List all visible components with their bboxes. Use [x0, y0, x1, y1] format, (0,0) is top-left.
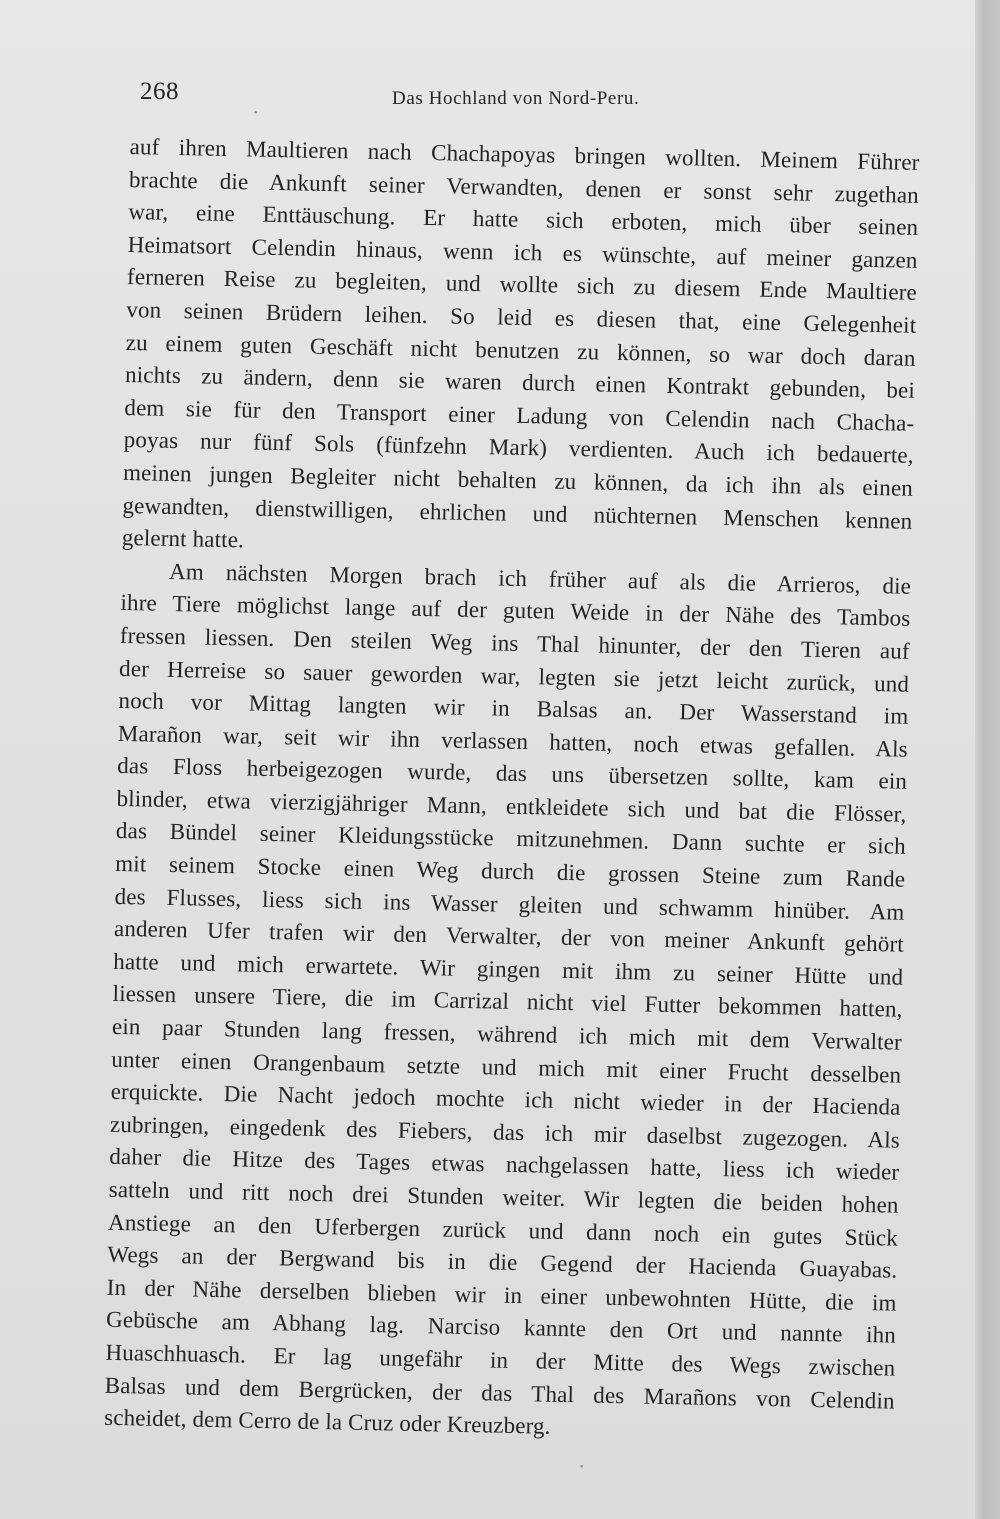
text-line: unter einen Orangenbaum setzte und mich mit einer Frucht desselben — [111, 1046, 902, 1088]
text-line: Marañon war, seit wir ihn verlassen hatten, noch etwas gefallen. Als — [117, 720, 909, 762]
text-line: brachte die Ankunft seiner Verwandten, denen er sonst sehr zugethan — [128, 166, 920, 208]
text-line: der Herreise so sauer geworden war, legten sie jetzt leicht zurück, und — [118, 655, 910, 697]
text-line: Am nächsten Morgen brach ich früher auf als die Arrieros, die — [168, 558, 912, 599]
page-edge-shadow — [975, 0, 1000, 1519]
text-line: zubringen, eingedenk des Fiebers, das ich mir daselbst zugezogen. Als — [109, 1111, 901, 1153]
text-line: das Floss herbeigezogen wurde, das uns übersetzen sollte, kam ein — [117, 753, 908, 795]
text-line: dem sie für den Transport einer Ladung von Celendin nach Chacha- — [124, 394, 915, 436]
text-line: scheidet, dem Cerro de la Cruz oder Kreuzberg. — [103, 1404, 551, 1439]
text-line: von seinen Brüdern leihen. So leid es diesen that, eine Gelegenheit — [126, 296, 917, 338]
text-line: Huaschhuasch. Er lag ungefähr in der Mitte des Wegs zwischen — [105, 1339, 896, 1381]
text-line: hatte und mich erwartete. Wir gingen mit ihm zu seiner Hütte und — [113, 948, 904, 990]
running-title: Das Hochland von Nord-Peru. — [392, 88, 640, 109]
text-line: zu einem guten Geschäft nicht benutzen zu können, so war doch daran — [125, 329, 916, 371]
text-line: ein paar Stunden lang fressen, während ich mich mit dem Verwalter — [111, 1013, 903, 1055]
text-line: des Flusses, liess sich ins Wasser gleiten und schwamm hinüber. Am — [114, 883, 905, 925]
text-line: noch vor Mittag langten wir in Balsas an. Der Wasserstand im — [118, 687, 909, 729]
text-line: auf ihren Maultieren nach Chachapoyas bringen wollten. Meinem Führer — [129, 133, 920, 175]
text-line: das Bündel seiner Kleidungsstücke mitzunehmen. Dann suchte er sich — [115, 818, 907, 860]
text-line: erquickte. Die Nacht jedoch mochte ich nicht wieder in der Hacienda — [110, 1079, 901, 1120]
body-text — [104, 131, 920, 1450]
text-line: fressen liessen. Den steilen Weg ins Thal hinunter, der den Tieren auf — [119, 622, 910, 664]
text-line: poyas nur fünf Sols (fünfzehn Mark) verdienten. Auch ich bedauerte, — [123, 427, 914, 469]
text-line: gelernt hatte. — [121, 525, 245, 553]
text-line: ferneren Reise zu begleiten, und wollte sich zu diesem Ende Maultiere — [126, 264, 918, 306]
text-line: meinen jungen Begleiter nicht behalten zu können, da ich ihn als einen — [122, 459, 914, 501]
text-line: blinder, etwa vierzigjähriger Mann, entkleidete sich und bat die Flösser, — [116, 785, 907, 827]
text-line: gewandten, dienstwilligen, ehrlichen und nüchternen Menschen kennen — [122, 492, 913, 534]
paragraph-2 — [104, 555, 912, 1451]
text-line: mit seinem Stocke einen Weg durch die grossen Steine zum Rande — [115, 850, 906, 892]
text-line: In der Nähe derselben blieben wir in einer unbewohnten Hütte, die im — [106, 1274, 897, 1316]
running-head — [140, 78, 930, 114]
text-line: Anstiege an den Uferbergen zurück und dann noch ein gutes Stück — [107, 1209, 899, 1251]
text-line: satteln und ritt noch drei Stunden weiter. Wir legten die beiden hohen — [108, 1176, 899, 1218]
text-line: Balsas und dem Bergrücken, der das Thal des Marañons von Celendin — [104, 1372, 895, 1414]
text-line: Heimatsort Celendin hinaus, wenn ich es wünschte, auf meiner ganzen — [127, 231, 918, 273]
text-line: war, eine Enttäuschung. Er hatte sich erboten, mich über seinen — [128, 199, 919, 241]
text-line: nichts zu ändern, denn sie waren durch einen Kontrakt gebunden, bei — [124, 362, 916, 403]
text-line: Gebüsche am Abhang lag. Narciso kannte den Ort und nannte ihn — [105, 1307, 897, 1348]
text-line: ihre Tiere möglichst lange auf der guten Weide in der Nähe des Tambos — [120, 590, 911, 632]
print-speck: • — [254, 108, 258, 119]
text-line: daher die Hitze des Tages etwas nachgelassen hatte, liess ich wieder — [109, 1144, 900, 1186]
text-line: Wegs an der Bergwand bis in die Gegend der Hacienda Guayabas. — [107, 1241, 898, 1283]
print-speck: • — [580, 1462, 584, 1473]
paragraph-1 — [121, 131, 919, 570]
text-line: anderen Ufer trafen wir den Verwalter, der von meiner Ankunft gehört — [113, 916, 905, 957]
page-number: 268 — [140, 78, 179, 105]
text-line: liessen unsere Tiere, die im Carrizal nicht viel Futter bekommen hatten, — [112, 981, 903, 1023]
